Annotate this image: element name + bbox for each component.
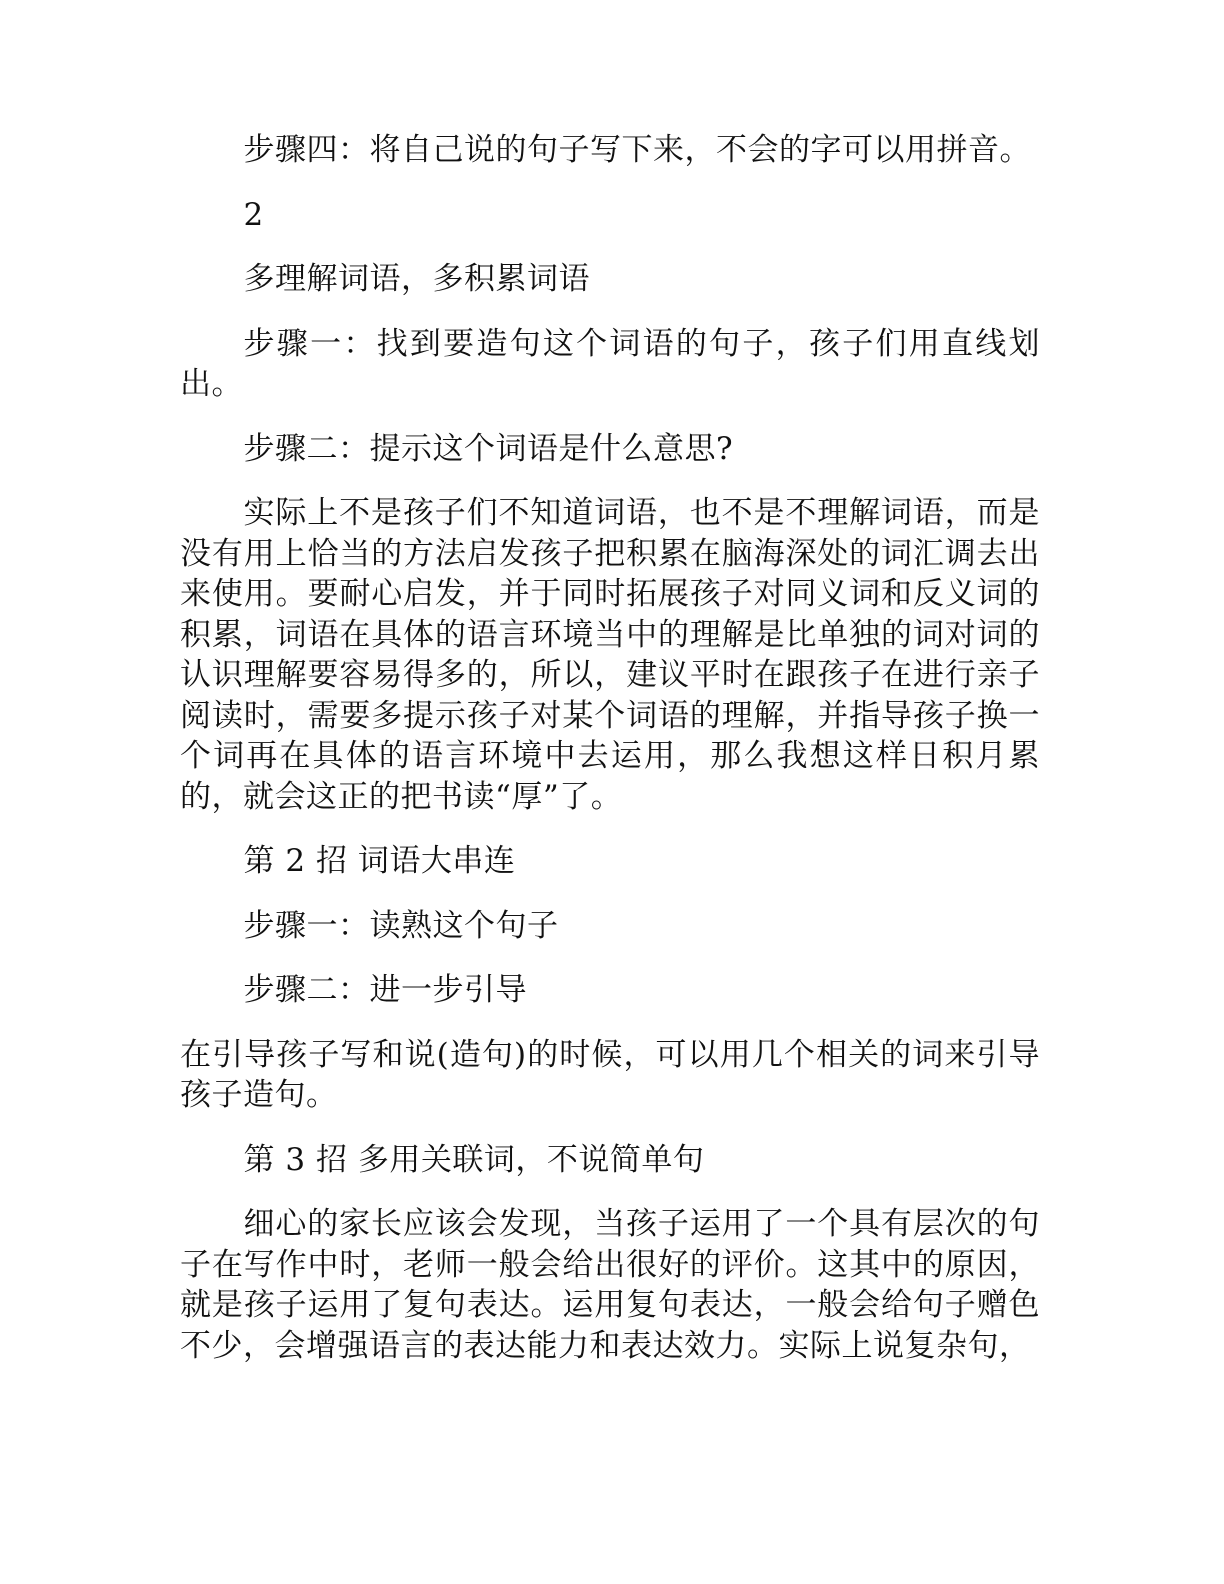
paragraph-explanation: 实际上不是孩子们不知道词语，也不是不理解词语，而是没有用上恰当的方法启发孩子把积累在脑海深处的词汇调去出来使用。要耐心启发，并于同时拓展孩子对同义词和反义词的积累，词语在具体的语言环境当中的理解是比单独的词对词的认识理解要容易得多的，所以，建议平时在跟孩子在进行亲子阅读时，需要多提示孩子对某个词语的理解，并指导孩子换一个词再在具体的语言环境中去运用，那么我想这样日积月累的，就会这正的把书读“厚”了。	[180, 495, 1040, 815]
document-body	[180, 130, 1040, 1366]
paragraph-step-two: 步骤二：提示这个词语是什么意思?	[243, 430, 734, 467]
paragraph-tip2-step-one: 步骤一：读熟这个句子	[243, 907, 559, 944]
section-number: 2	[243, 196, 264, 233]
paragraph-step-four: 步骤四：将自己说的句子写下来，不会的字可以用拼音。	[243, 132, 1032, 168]
section-heading: 多理解词语，多积累词语	[243, 261, 591, 297]
tip-heading-2: 第 2 招 词语大串连	[243, 843, 516, 879]
paragraph-tip2-step-two: 步骤二：进一步引导	[243, 972, 528, 1008]
tip-heading-3: 第 3 招 多用关联词，不说简单句	[243, 1141, 705, 1178]
paragraph-conjunctions: 细心的家长应该会发现，当孩子运用了一个具有层次的句子在写作中时，老师一般会给出很好的评价。这其中的原因，就是孩子运用了复句表达。运用复句表达，一般会给句子赠色不少，会增强语言的表达能力和表达效力。实际上说复杂句，	[180, 1206, 1040, 1364]
paragraph-guidance: 在引导孩子写和说(造句)的时候，可以用几个相关的词来引导孩子造句。	[180, 1036, 1040, 1113]
paragraph-step-one: 步骤一：找到要造句这个词语的句子，孩子们用直线划出。	[180, 325, 1040, 402]
